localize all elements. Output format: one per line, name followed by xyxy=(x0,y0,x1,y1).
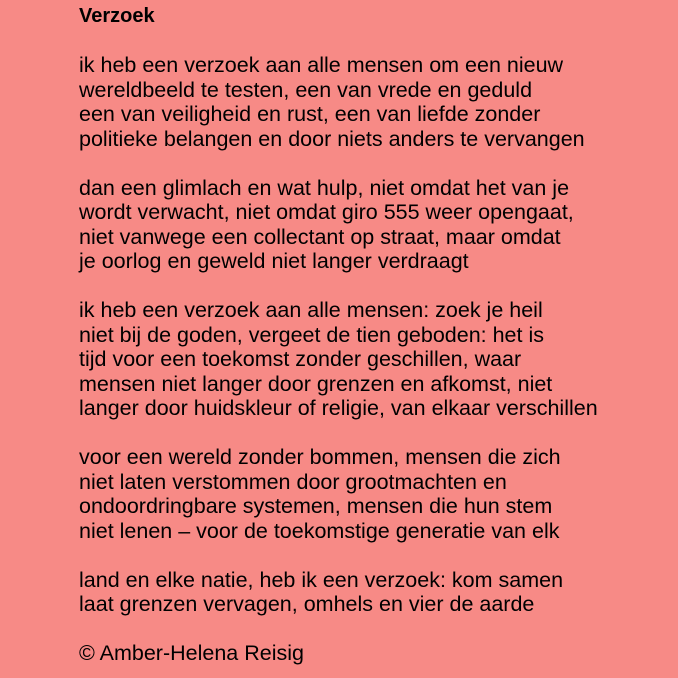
stanza-4 xyxy=(79,445,669,543)
poem-line: mensen niet langer door grenzen en afkomst, niet xyxy=(79,371,553,396)
poem-line: ondoordringbare systemen, mensen die hun stem xyxy=(79,494,553,518)
poem-line: ik heb een verzoek aan alle mensen om een nieuw xyxy=(79,53,564,77)
poem-line: een van veiligheid en rust, een van liefde zonder xyxy=(79,102,541,126)
stanza-3 xyxy=(79,298,669,421)
poem-line: langer door huidskleur of religie, van elkaar verschillen xyxy=(79,396,598,420)
copyright-credit: © Amber-Helena Reisig xyxy=(79,641,304,665)
poem-line: niet laten verstommen door grootmachten en xyxy=(79,469,507,494)
poem-line: niet vanwege een collectant op straat, maar omdat xyxy=(79,224,561,249)
poem-line: je oorlog en geweld niet langer verdraagt xyxy=(79,249,469,273)
stanza-1 xyxy=(79,53,669,151)
poem-line: voor een wereld zonder bommen, mensen die zich xyxy=(79,445,561,469)
stanza-5 xyxy=(79,568,669,617)
poem-line: wereldbeeld te testen, een van vrede en geduld xyxy=(79,77,533,102)
poem-line: politieke belangen en door niets anders te vervangen xyxy=(79,126,585,151)
poem-line: niet lenen – voor de toekomstige generatie van elk xyxy=(79,518,560,543)
poem-line: niet bij de goden, vergeet de tien geboden: het is xyxy=(79,322,544,347)
poem xyxy=(79,0,669,666)
poem-line: tijd voor een toekomst zonder geschillen, waar xyxy=(79,347,522,371)
stanza-2 xyxy=(79,176,669,274)
poem-title: Verzoek xyxy=(79,5,155,27)
poem-line: laat grenzen vervagen, omhels en vier de aarde xyxy=(79,592,535,616)
poem-line: wordt verwacht, niet omdat giro 555 weer opengaat, xyxy=(79,200,574,224)
poem-line: dan een glimlach en wat hulp, niet omdat het van je xyxy=(79,175,570,200)
poem-line: land en elke natie, heb ik een verzoek: kom samen xyxy=(79,567,564,592)
poem-line: ik heb een verzoek aan alle mensen: zoek je heil xyxy=(79,298,543,322)
